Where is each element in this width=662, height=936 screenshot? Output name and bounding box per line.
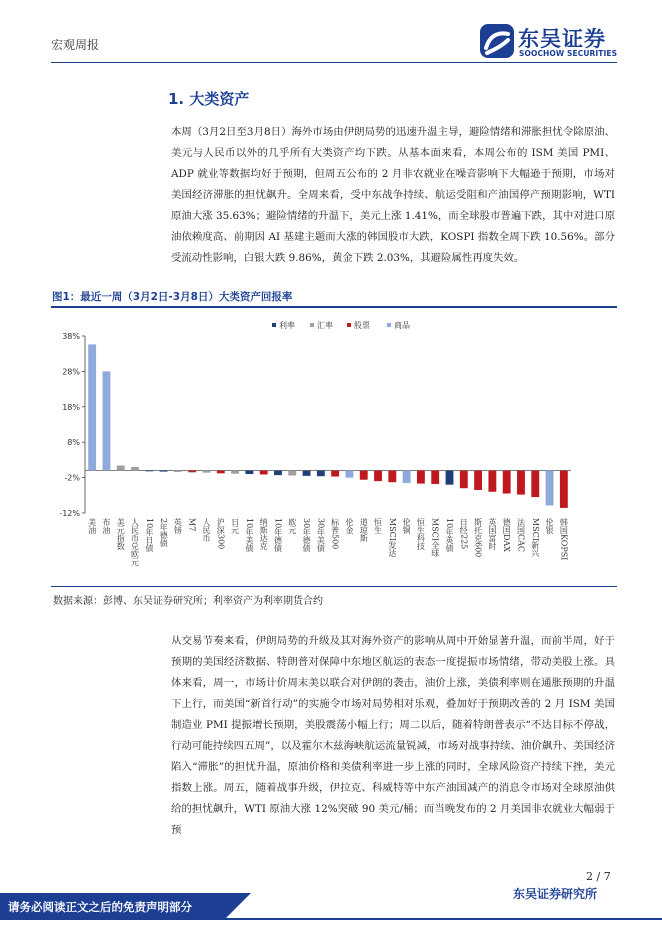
bar-6 [160,471,168,472]
bar-24 [417,471,425,484]
x-tick-label: 10年德债 [273,518,283,553]
x-tick-label: 恒生 [373,518,383,534]
x-tick-label: 美油 [87,518,97,534]
y-tick-label: 28% [62,367,80,377]
chart-legend [272,320,410,330]
page-number: 2 / 7 [586,870,611,883]
x-tick-label: 30年美债 [316,518,326,553]
bar-27 [460,471,468,489]
x-tick-label: 法国CAC [516,518,526,553]
x-tick-label: 英镑 [173,518,183,534]
logo-text-en: SOOCHOW SECURITIES [519,49,618,58]
bar-18 [331,471,339,477]
figure-title: 图1：最近一周（3月2日-3月8日）大类资产回报率 [52,291,293,303]
bar-20 [360,471,368,480]
bar-15 [288,471,296,476]
x-tick-label: 30年德债 [302,518,312,553]
x-tick-label: 10年日债 [144,518,154,553]
x-tick-label: MSCI新兴 [530,518,540,557]
x-tick-label: 标普500 [330,518,340,550]
bar-26 [446,471,454,485]
logo-mark-icon [478,22,516,60]
x-tick-label: 人民币兑欧元 [130,518,140,566]
legend-label-1: 汇率 [317,321,333,330]
bar-13 [260,471,268,475]
legend-label-2: 股票 [354,321,370,330]
bar-5 [145,471,153,472]
bar-30 [503,471,511,494]
x-tick-label: 韩国KOPSI [559,518,569,561]
disclaimer-text[interactable]: 请务必阅读正文之后的免责声明部分 [8,900,192,914]
figure-top-rule [51,306,617,308]
bar-25 [431,471,439,484]
logo-text-cn: 东吴证券 [518,27,606,51]
disclaimer-banner-wedge [225,893,251,919]
bar-4 [131,467,139,471]
header-divider [51,62,617,63]
x-tick-label: 伦铜 [402,518,412,534]
legend-label-0: 利率 [279,321,295,330]
page-bottom-rule [0,918,662,920]
paragraph-trading-rhythm: 从交易节奏来看，伊朗局势的升级及其对海外资产的影响从周中开始显著升温，而前半周，好于预期的美国经济数据、特朗普对保障中东地区航运的表态一度提振市场情绪，带动美股上涨。具体来看，周一，市场计价周末美以联合对伊朗的袭击，油价上涨，美债利率则在通胀预期的升温下上行，而美国“新首行动”的实施令市场对局势相对乐观，叠加好于预期改善的 2 月 ISM 美国制造业 PMI 提振增长预期，美股震荡小幅上行；周二以后，随着特朗普表示“不达目标不停战，行动可能持续四五周”，以及霍尔木兹海峡航运流量锐减，市场对战事持续、油价飙升、美国经济陷入“滞胀”的担忧升温，原油价格和美债利率进一步上涨的同时，全球风险资产持续下挫，美元指数上涨。周五，随着战事升级，伊拉克、科威特等中东产油国减产的消息令市场对全球原油供给的担忧飙升，WTI 原油大涨 12%突破 90 美元/桶；而当晚发布的 2 月美国非农就业大幅弱于预 [171,635,615,836]
bar-1 [88,344,96,470]
legend-label-3: 商品 [394,321,410,330]
bar-8 [188,471,196,473]
bar-19 [346,471,354,478]
x-tick-label: MSCI全球 [430,518,440,557]
x-tick-label: 布油 [101,518,111,534]
bar-16 [303,471,311,476]
bar-14 [274,471,282,476]
x-tick-label: 伦金 [344,518,354,534]
bar-9 [203,471,211,473]
bar-11 [231,471,239,474]
y-tick-label: 18% [62,402,80,412]
legend-swatch-3 [387,323,391,327]
x-tick-label: 道琼斯 [359,518,369,542]
bar-7 [174,471,182,472]
x-tick-label: 日经225 [459,518,469,550]
y-tick-label: 38% [62,332,80,341]
company-logo [478,22,618,62]
bar-series [88,344,568,508]
asset-return-chart [51,312,617,584]
x-tick-label: 伦银 [545,518,555,534]
x-tick-label: 10年英债 [445,518,454,553]
x-tick-label: 欧元 [287,518,297,534]
x-tick-label: 人民币 [202,518,211,542]
x-tick-label: 2年德债 [159,518,169,548]
x-tick-label: 10年美债 [244,518,254,553]
legend-swatch-1 [310,323,314,327]
x-tick-label: M7 [187,518,197,532]
bar-2 [103,371,111,470]
paragraph-summary: 本周（3月2日至3月8日）海外市场由伊朗局势的迅速升温主导，避险情绪和滞胀担忧令除原油、美元与人民币以外的几乎所有大类资产均下跌。从基本面来看，本周公布的 ISM 美国 PMI、ADP 就业等数据均好于预期，但周五公布的 2 月非农就业在噪音影响下大幅逊于预期，市场对美国经济滞胀的担忧飙升。全周来看，受中东战争持续、航运受阻和产油国停产预期影响，WTI 原油大涨 35.63%；避险情绪的升温下，美元上涨 1.41%，而全球股市普遍下跌，其中对进口原油依赖度高、前期因 AI 基建主题而大涨的韩国股市大跌，KOSPI 指数全周下跌 10.56%。部分受流动性影响，白银大跌 9.86%，黄金下跌 2.03%，其避险属性再度失效。 [171,126,615,264]
x-tick-label: 英国富时 [487,518,497,550]
legend-swatch-0 [272,323,276,327]
x-axis-labels [88,517,569,567]
x-tick-label: 纳斯达克 [259,518,269,550]
bar-3 [117,466,125,471]
bar-29 [488,471,496,492]
bar-22 [388,471,396,483]
bar-31 [517,471,525,495]
x-tick-label: 日元 [230,518,240,534]
y-tick-label: 8% [67,438,80,448]
bar-34 [560,471,568,508]
legend-swatch-2 [347,323,351,327]
x-tick-label: 恒生科技 [416,518,426,550]
bar-33 [546,471,554,506]
figure-source-note: 数据来源：彭博、东吴证券研究所；利率资产为利率期货合约 [53,596,323,607]
y-tick-label: -2% [64,473,80,483]
x-tick-label: 斯托克600 [473,518,483,558]
bar-32 [531,471,539,498]
bar-10 [217,471,225,474]
figure-bottom-rule [51,586,617,587]
x-tick-label: 美元指数 [116,518,126,550]
bar-23 [403,471,411,483]
report-type-label: 宏观周报 [51,38,100,52]
section-heading: 1. 大类资产 [168,90,250,108]
bar-28 [474,471,482,490]
x-tick-label: 沪深300 [216,518,226,550]
bar-17 [317,471,325,477]
bar-12 [245,471,253,475]
y-tick-label: -12% [59,509,80,518]
footer-organization: 东吴证券研究所 [513,887,598,901]
bar-21 [374,471,382,482]
x-tick-label: MSCI发达 [387,518,397,557]
x-tick-label: 德国DAX [502,518,512,552]
